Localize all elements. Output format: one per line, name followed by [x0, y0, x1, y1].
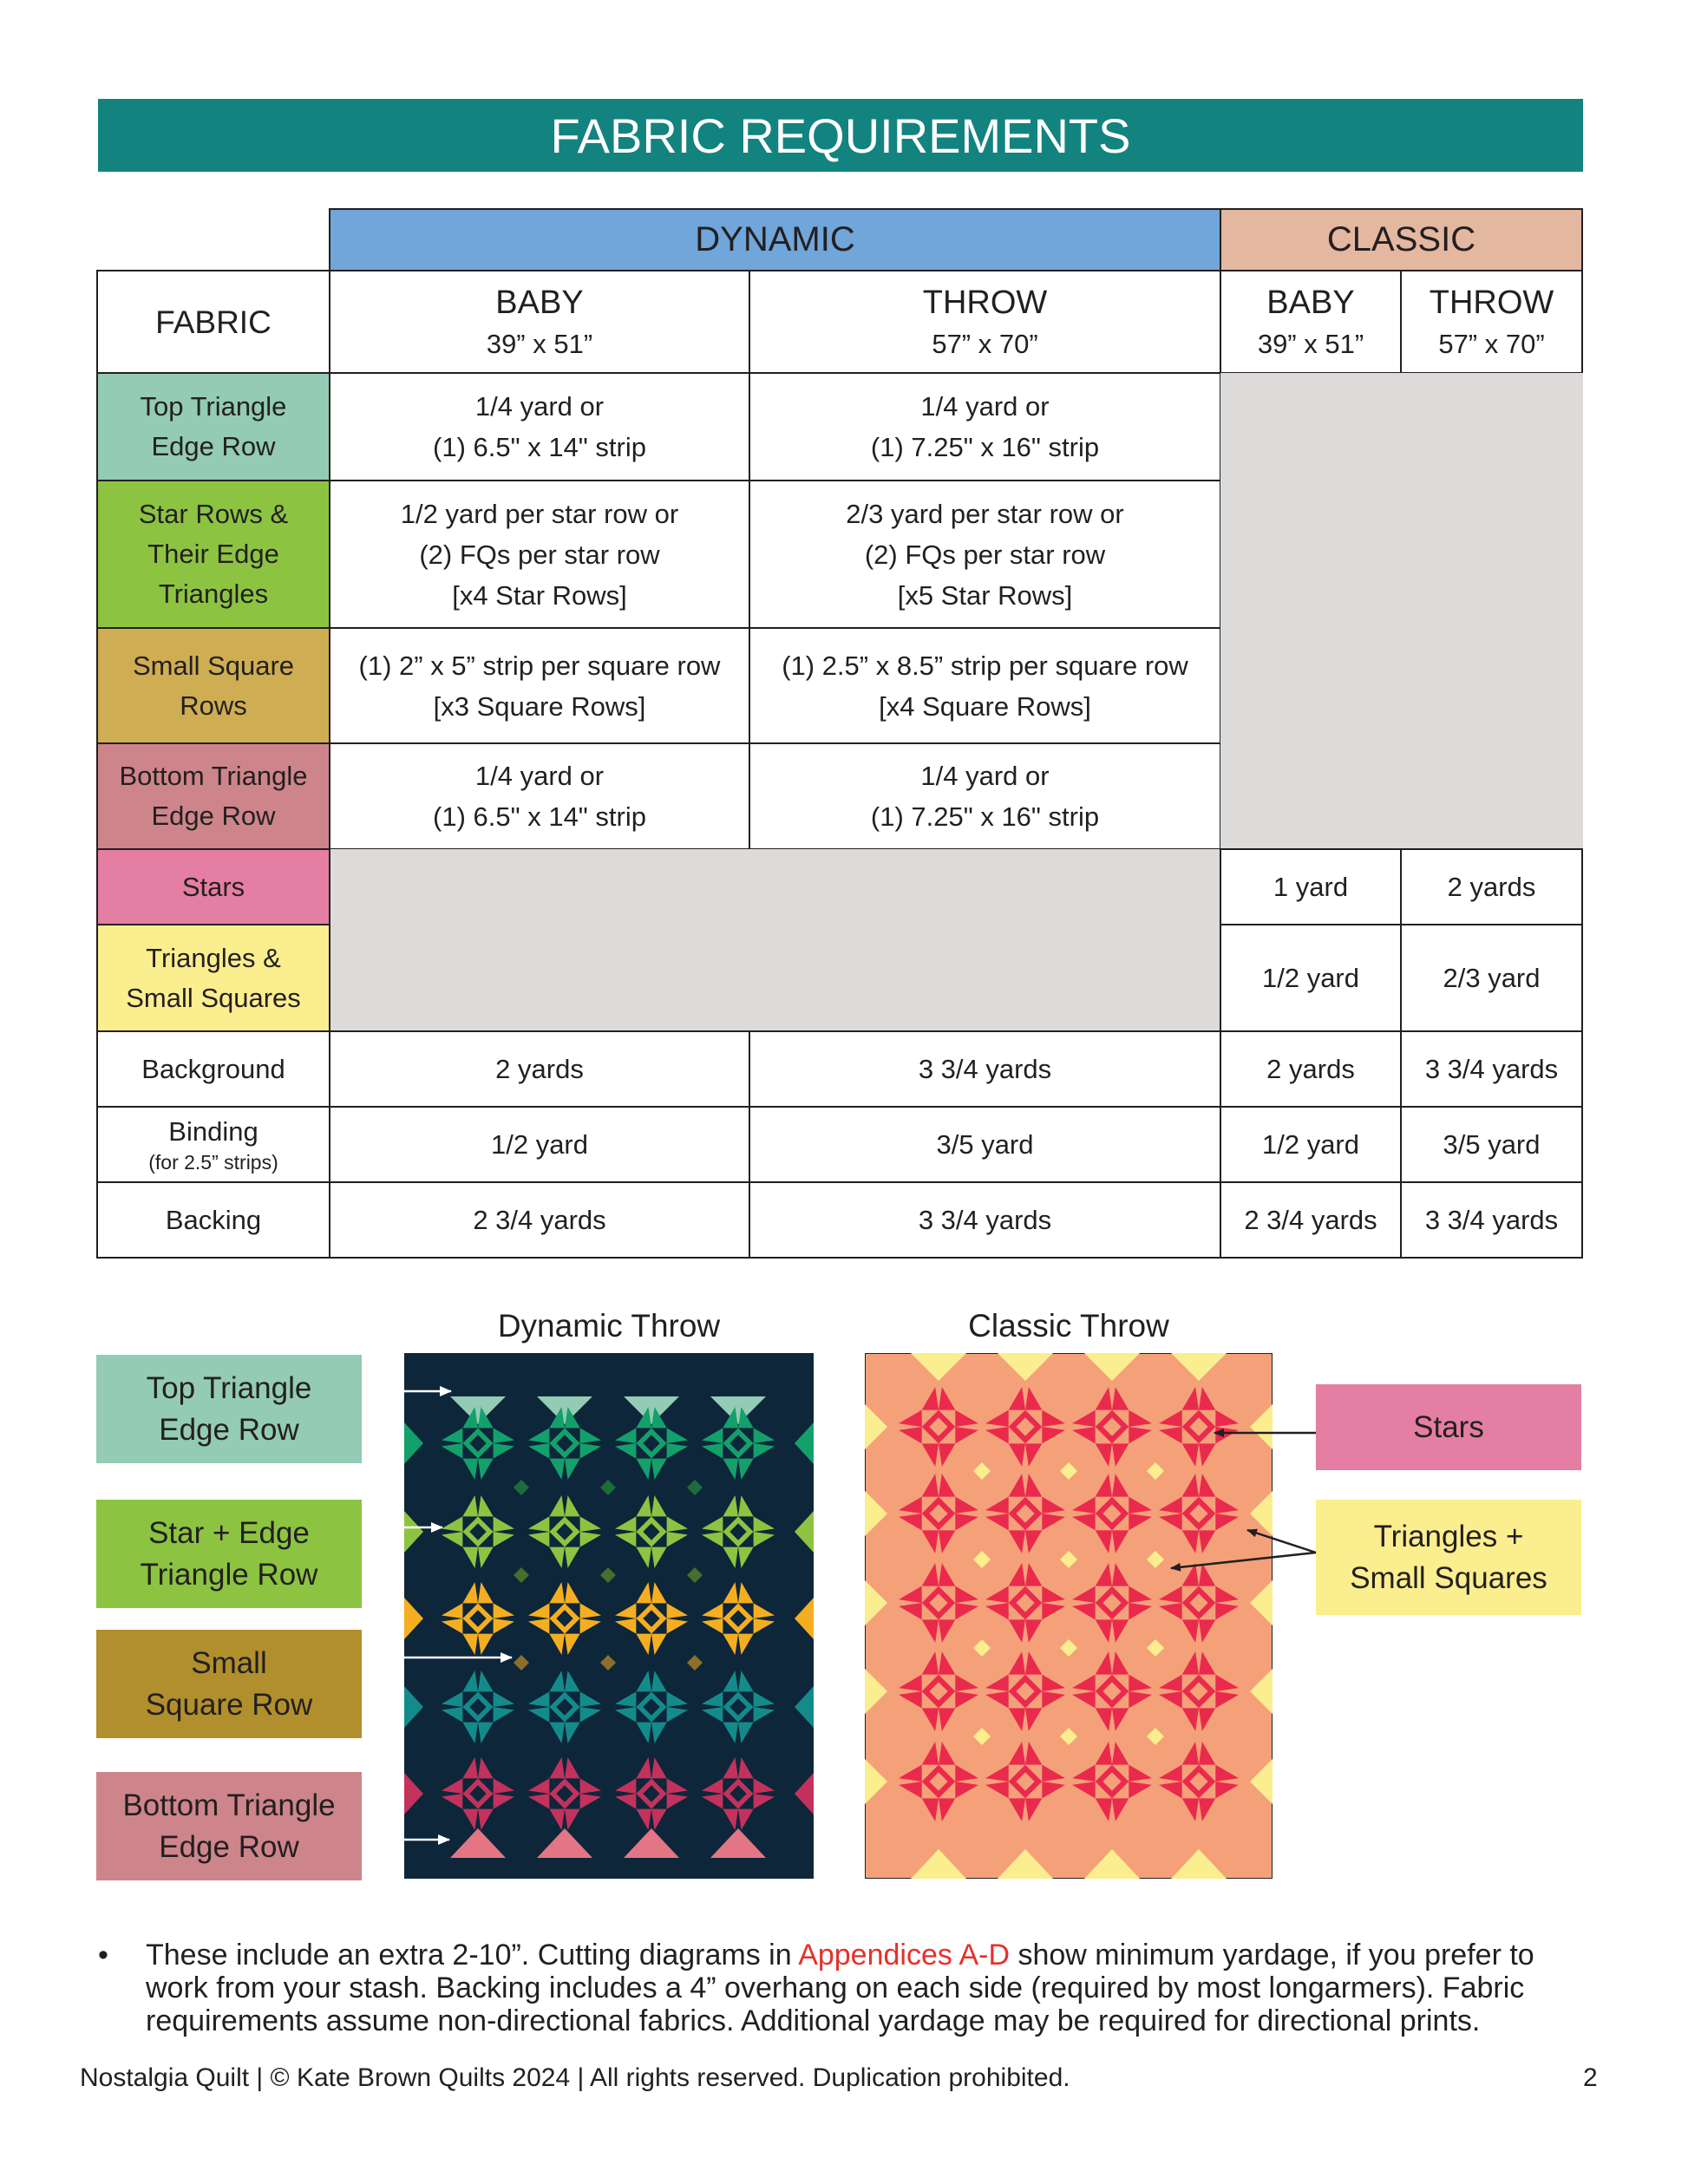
label-line: Star Rows &: [138, 499, 289, 529]
legend-line: Edge Row: [159, 1412, 299, 1447]
legend-line: Triangle Row: [140, 1557, 318, 1592]
backing-dynamic-throw: 3 3/4 yards: [749, 1181, 1221, 1259]
legend-line: Edge Row: [159, 1829, 299, 1864]
binding-classic-baby: 1/2 yard: [1220, 1106, 1402, 1183]
value-line: 2/3 yard per star row or: [846, 498, 1124, 529]
fabric-label-background: Background: [96, 1030, 330, 1108]
binding-dynamic-baby: 1/2 yard: [329, 1106, 750, 1183]
size-dimensions: 57” x 70”: [932, 329, 1038, 359]
value-line: 1/2 yard per star row or: [400, 498, 679, 529]
yardage-note: [98, 1939, 1590, 2037]
value-line: 1/4 yard or: [920, 761, 1050, 791]
legend-line: Top Triangle: [146, 1370, 312, 1405]
fabric-column-header: FABRIC: [96, 270, 330, 374]
size-dimensions: 39” x 51”: [486, 329, 593, 359]
label-line: Their Edge: [147, 539, 279, 569]
bullet-icon: •: [98, 1939, 108, 1971]
arrow-triangles-1: [1247, 1530, 1316, 1553]
group-header-dynamic: DYNAMIC: [329, 208, 1221, 271]
page-title: FABRIC REQUIREMENTS: [98, 99, 1583, 172]
footer-copyright: Nostalgia Quilt | © Kate Brown Quilts 2024 | All rights reserved. Duplication prohibited.: [80, 2063, 1070, 2092]
background-classic-throw: 3 3/4 yards: [1400, 1030, 1583, 1108]
note-text: requirements assume non-directional fabrics. Additional yardage may be required for directional prints.: [146, 2004, 1481, 2037]
value-line: 1/4 yard or: [474, 761, 605, 791]
background-classic-baby: 2 yards: [1220, 1030, 1402, 1108]
label-line: Bottom Triangle: [119, 761, 308, 791]
legend-line: Square Row: [145, 1687, 313, 1722]
triangles-classic-baby: 1/2 yard: [1220, 924, 1402, 1032]
value-line: [x3 Square Rows]: [433, 690, 646, 722]
label-line: Small Square: [132, 650, 295, 681]
value-line: 1/4 yard or: [474, 391, 605, 422]
note-text: These include an extra 2-10”. Cutting diagrams in: [146, 1939, 799, 1971]
dynamic-throw-title: Dynamic Throw: [497, 1308, 721, 1344]
classic-throw-title: Classic Throw: [968, 1308, 1169, 1344]
binding-dynamic-throw: 3/5 yard: [749, 1106, 1221, 1183]
value-line: (2) FQs per star row: [864, 539, 1106, 570]
backing-dynamic-baby: 2 3/4 yards: [329, 1181, 750, 1259]
label-line: Edge Row: [151, 801, 276, 831]
fabric-label-backing: Backing: [96, 1181, 330, 1259]
value-line: (1) 6.5" x 14" strip: [433, 801, 646, 832]
value-line: [x4 Star Rows]: [452, 579, 627, 611]
value-line: (1) 2.5” x 8.5” strip per square row: [782, 650, 1188, 681]
page-number: 2: [1583, 2063, 1598, 2092]
size-dimensions: 39” x 51”: [1257, 329, 1364, 359]
value-line: [x5 Star Rows]: [897, 579, 1073, 611]
legend-line: Small Squares: [1350, 1560, 1547, 1595]
label-line: Binding: [168, 1115, 258, 1147]
background-dynamic-baby: 2 yards: [329, 1030, 750, 1108]
note-text: show minimum yardage, if you prefer to: [1010, 1939, 1534, 1971]
stars-classic-baby: 1 yard: [1220, 848, 1402, 925]
size-name: BABY: [1266, 284, 1355, 321]
note-text: work from your stash. Backing includes a 4” overhang on each side (required by most longarmers). Fabric: [146, 1971, 1525, 2004]
label-line: Small Squares: [126, 982, 301, 1013]
value-line: (2) FQs per star row: [419, 539, 660, 570]
label-line: Edge Row: [151, 431, 276, 461]
backing-classic-baby: 2 3/4 yards: [1220, 1181, 1402, 1259]
size-dimensions: 57” x 70”: [1438, 329, 1545, 359]
group-header-classic: CLASSIC: [1220, 208, 1583, 271]
value-line: (1) 7.25" x 16" strip: [870, 432, 1100, 462]
label-line: Triangles &: [146, 942, 281, 973]
appendices-link[interactable]: Appendices A-D: [798, 1939, 1010, 1971]
legend-line: Small: [191, 1645, 267, 1680]
fabric-label-stars: Stars: [96, 848, 330, 925]
backing-classic-throw: 3 3/4 yards: [1400, 1181, 1583, 1259]
background-dynamic-throw: 3 3/4 yards: [749, 1030, 1221, 1108]
stars-classic-throw: 2 yards: [1400, 848, 1583, 925]
value-line: [x4 Square Rows]: [879, 690, 1091, 722]
legend-line: Triangles +: [1373, 1519, 1524, 1553]
value-line: (1) 6.5" x 14" strip: [433, 432, 646, 462]
binding-classic-throw: 3/5 yard: [1400, 1106, 1583, 1183]
triangles-classic-throw: 2/3 yard: [1400, 924, 1583, 1032]
arrow-triangles-2: [1171, 1553, 1316, 1568]
label-line: Top Triangle: [140, 391, 287, 422]
legend-line: Stars: [1413, 1409, 1484, 1444]
value-line: (1) 2” x 5” strip per square row: [358, 650, 721, 681]
label-line: Triangles: [158, 579, 269, 609]
size-name: THROW: [1429, 284, 1554, 321]
legend-line: Star + Edge: [148, 1515, 310, 1550]
label-line: Rows: [180, 690, 247, 721]
legend-line: Bottom Triangle: [122, 1788, 336, 1822]
value-line: 1/4 yard or: [920, 391, 1050, 422]
size-name: THROW: [922, 284, 1048, 321]
binding-note: (for 2.5” strips): [148, 1150, 278, 1174]
value-line: (1) 7.25" x 16" strip: [870, 801, 1100, 832]
size-name: BABY: [495, 284, 584, 321]
